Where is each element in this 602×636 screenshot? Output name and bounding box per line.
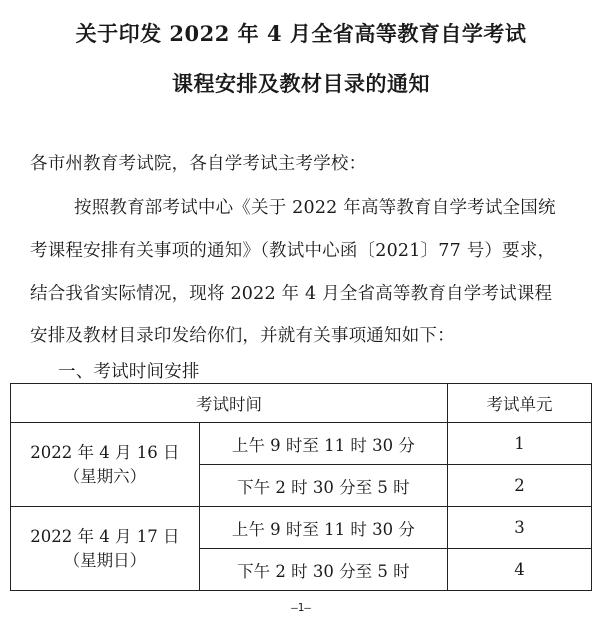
header-exam-unit: 考试单元 [448,384,592,423]
session-unit: 2 [448,465,592,507]
session-time: 上午 9 时至 11 时 30 分 [199,423,447,465]
page-number: —1— [291,601,311,614]
section-heading-exam-schedule: 一、考试时间安排 [58,362,200,382]
salutation: 各市州教育考试院，各自学考试主考学校： [30,154,367,174]
exam-weekday: （星期六） [63,466,147,486]
table-row [11,423,592,465]
session-time: 下午 2 时 30 分至 5 时 [199,549,447,591]
table-header-row [11,384,592,423]
exam-date: 2022 年 4 月 16 日 [30,442,180,462]
exam-weekday: （星期日） [63,550,147,570]
document-title-line-1: 关于印发 2022 年 4 月全省高等教育自学考试 [75,21,527,46]
exam-date: 2022 年 4 月 17 日 [30,526,180,546]
paragraph-line-4: 安排及教材目录印发给你们，并就有关事项通知如下： [30,326,455,346]
document-title-line-2: 课程安排及教材目录的通知 [172,71,430,96]
header-exam-time: 考试时间 [11,384,448,423]
date-cell [11,423,200,507]
paragraph-line-2: 考课程安排有关事项的通知》（教试中心函〔2021〕77 号）要求， [30,241,556,261]
session-time: 下午 2 时 30 分至 5 时 [199,465,447,507]
session-unit: 4 [448,549,592,591]
date-cell [11,507,200,591]
paragraph-line-1: 按照教育部考试中心《关于 2022 年高等教育自学考试全国统 [74,198,556,218]
table-row [11,507,592,549]
session-unit: 1 [448,423,592,465]
session-unit: 3 [448,507,592,549]
session-time: 上午 9 时至 11 时 30 分 [199,507,447,549]
paragraph-line-3: 结合我省实际情况，现将 2022 年 4 月全省高等教育自学考试课程 [30,284,553,304]
exam-schedule-table [10,383,592,591]
